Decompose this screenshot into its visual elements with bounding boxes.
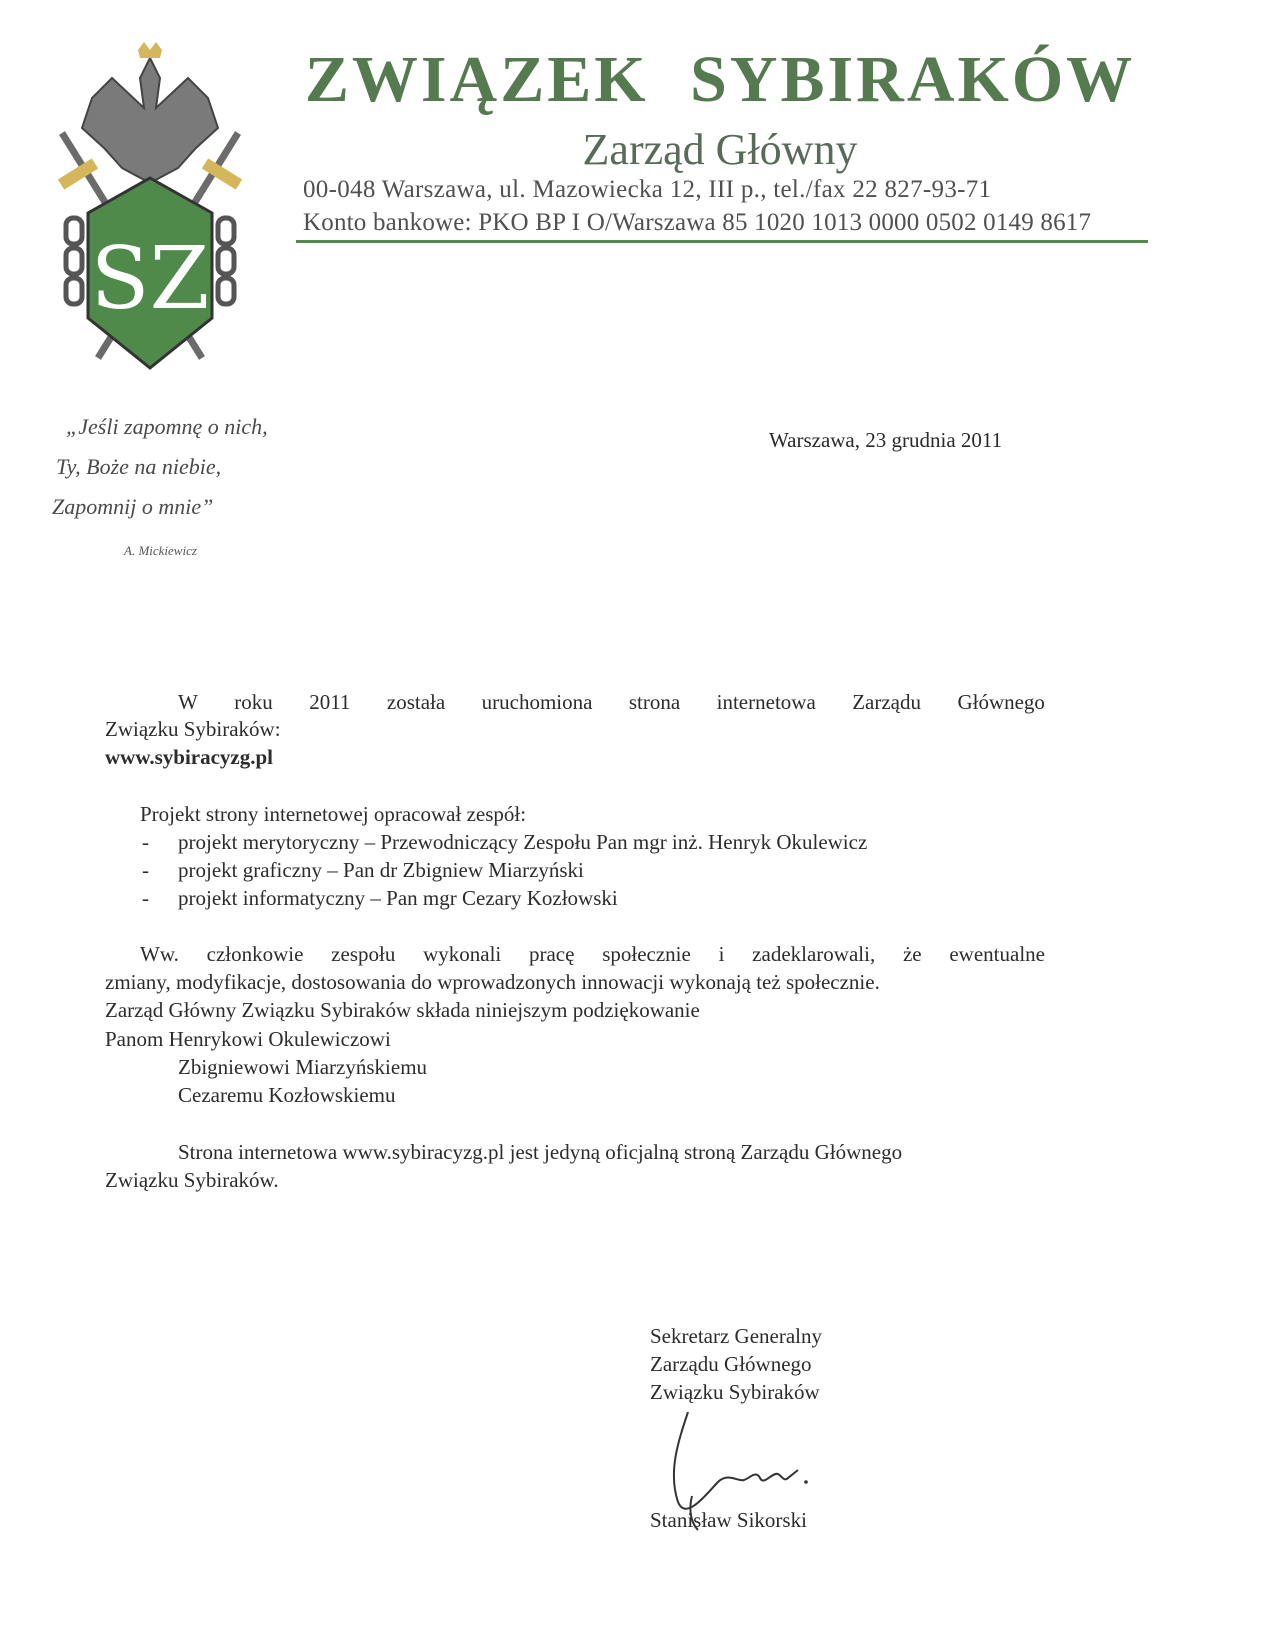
closing-title-1: Sekretarz Generalny: [650, 1324, 822, 1348]
thanks-line-2: Zbigniewowi Miarzyńskiemu: [178, 1055, 428, 1079]
team-item-graphic: projekt graficzny – Pan dr Zbigniew Miarzyński: [178, 858, 584, 882]
letter-date: Warszawa, 23 grudnia 2011: [769, 428, 1003, 452]
word: 2011: [309, 690, 351, 714]
word: członkowie: [206, 942, 304, 966]
word: ewentualne: [949, 942, 1045, 966]
word: W: [178, 690, 198, 714]
word: zadeklarowali,: [752, 942, 876, 966]
word: wykonali: [423, 942, 502, 966]
motto-line-1: „Jeśli zapomnę o nich,: [66, 414, 268, 439]
paragraph-1-line-1: [178, 688, 1045, 716]
thanks-line-1: Panom Henrykowi Okulewiczowi: [105, 1027, 391, 1051]
word: strona: [628, 690, 681, 714]
word: Zarządu: [852, 690, 921, 714]
word: Głównego: [957, 690, 1045, 714]
motto-author: A. Mickiewicz: [124, 543, 197, 558]
signatory-name: Stanisław Sikorski: [650, 1508, 807, 1532]
bullet-dash: -: [142, 858, 149, 882]
word: została: [386, 690, 446, 714]
thanks-line-3: Cezaremu Kozłowskiemu: [178, 1083, 396, 1107]
org-address: 00-048 Warszawa, ul. Mazowiecka 12, III p., tel./fax 22 827-93-71: [303, 176, 992, 203]
team-item-it: projekt informatyczny – Pan mgr Cezary Kozłowski: [178, 886, 618, 910]
paragraph-3-line-2: zmiany, modyfikacje, dostosowania do wprowadzonych innowacji wykonają też społecznie.: [105, 970, 880, 994]
word: społecznie: [602, 942, 691, 966]
paragraph-4-line-2: Związku Sybiraków.: [105, 1168, 279, 1192]
emblem-logo: [52, 38, 248, 388]
team-item-content: projekt merytoryczny – Przewodniczący Zespołu Pan mgr inż. Henryk Okulewicz: [178, 830, 868, 854]
bullet-dash: -: [142, 886, 149, 910]
paragraph-3-line-1: [140, 940, 1045, 968]
org-name: ZWIĄZEK SYBIRAKÓW: [304, 43, 1136, 116]
header-divider: [296, 240, 1148, 243]
monogram-sz: SZ: [90, 229, 210, 329]
org-subtitle: Zarząd Główny: [582, 125, 858, 174]
word: internetowa: [716, 690, 816, 714]
word: uruchomiona: [481, 690, 593, 714]
closing-title-2: Zarządu Głównego: [650, 1352, 812, 1376]
paragraph-1-line-2: Związku Sybiraków:: [105, 717, 281, 741]
word: roku: [234, 690, 273, 714]
bullet-dash: -: [142, 830, 149, 854]
word: że: [902, 942, 922, 966]
word: zespołu: [331, 942, 396, 966]
paragraph-4-line-1: Strona internetowa www.sybiracyzg.pl jest jedyną oficjalną stroną Zarządu Głównego: [178, 1140, 903, 1164]
website-link[interactable]: www.sybiracyzg.pl: [105, 745, 273, 769]
motto-line-2: Ty, Boże na niebie,: [56, 454, 222, 479]
word: i: [718, 942, 725, 966]
motto-line-3: Zapomnij o mnie”: [52, 494, 214, 519]
closing-title-3: Związku Sybiraków: [650, 1380, 820, 1404]
paragraph-3-line-3: Zarząd Główny Związku Sybiraków składa niniejszym podziękowanie: [105, 998, 700, 1022]
team-intro: Projekt strony internetowej opracował zespół:: [140, 802, 527, 826]
word: Ww.: [140, 942, 179, 966]
eagle-icon: [82, 42, 218, 183]
org-bank-account: Konto bankowe: PKO BP I O/Warszawa 85 1020 1013 0000 0502 0149 8617: [303, 209, 1092, 236]
word: pracę: [528, 942, 575, 966]
